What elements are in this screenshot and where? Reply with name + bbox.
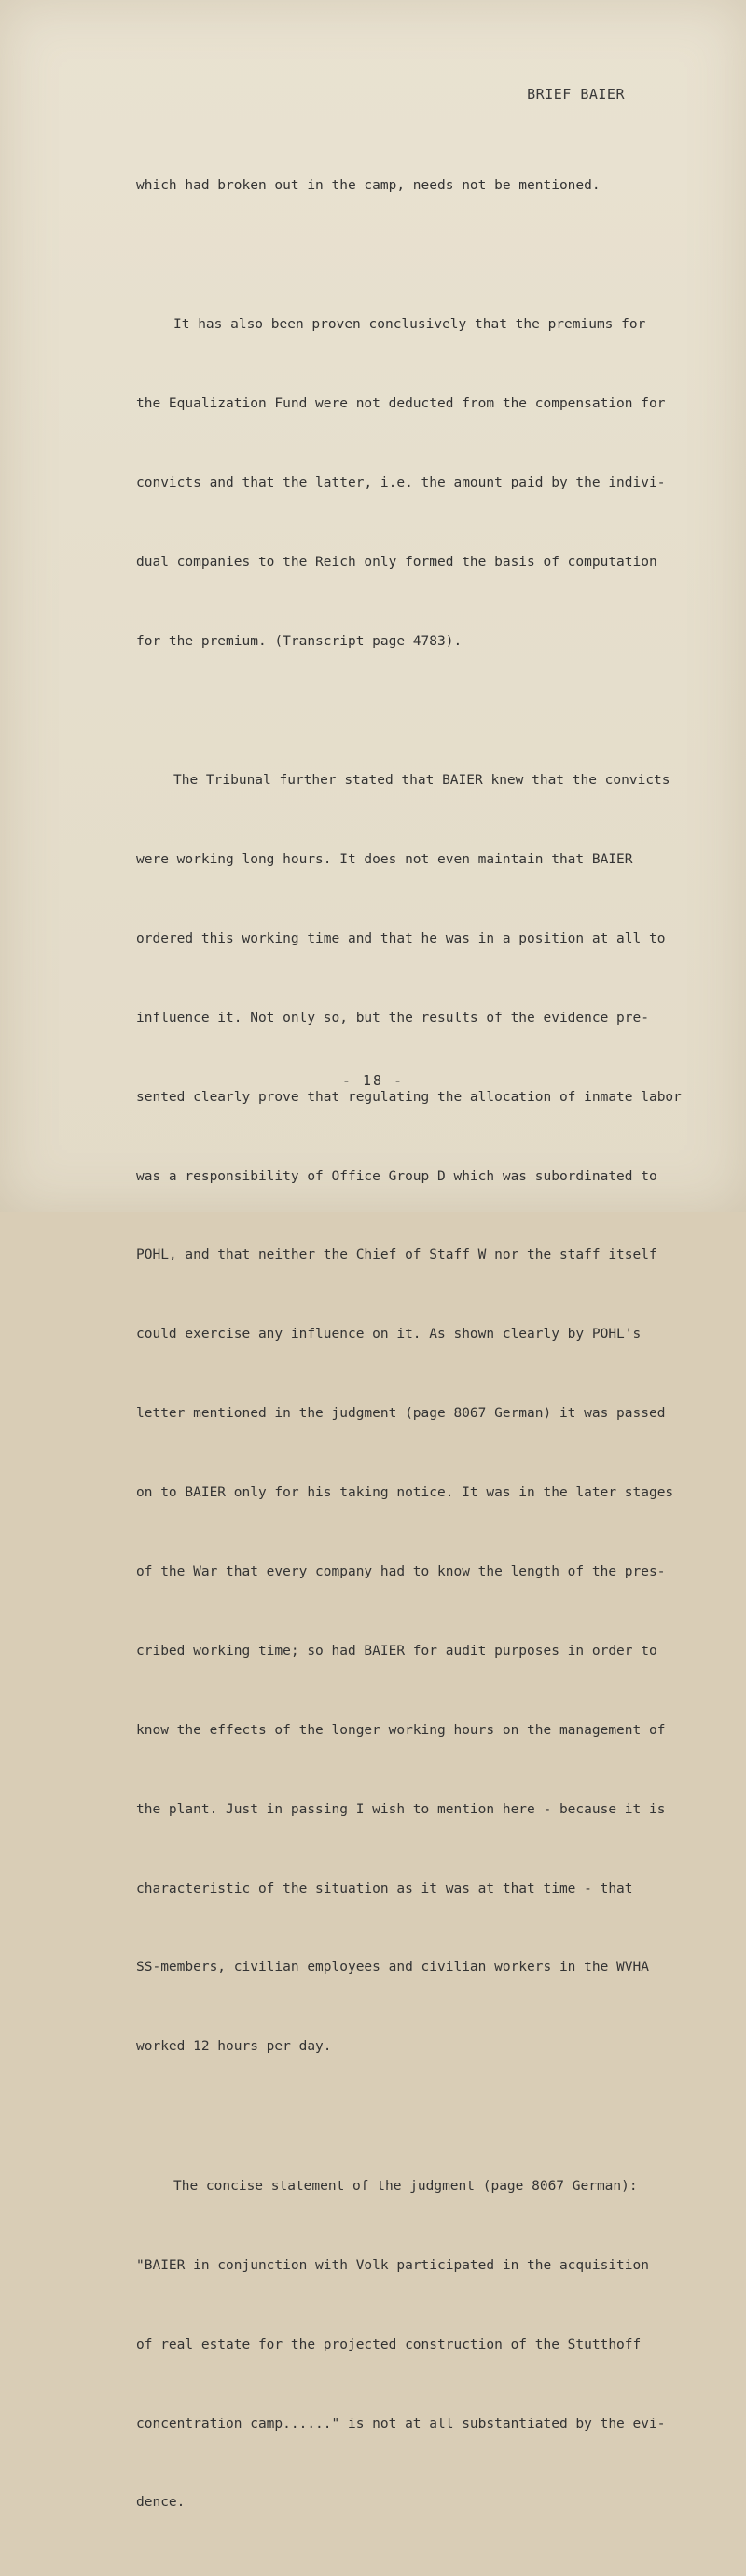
paragraph-2 — [136, 258, 666, 707]
text-line: which had broken out in the camp, needs not be mentioned. — [136, 177, 601, 193]
text-line: know the effects of the longer working hours on the management of — [136, 1722, 666, 1738]
page-number: - 18 - — [341, 1072, 405, 1089]
text-line: The concise statement of the judgment (page 8067 German): — [173, 2178, 638, 2194]
text-line: was a responsibility of Office Group D which was subordinated to — [136, 1168, 657, 1184]
text-line: dual companies to the Reich only formed the basis of computation — [136, 554, 657, 570]
text-line: The Tribunal further stated that BAIER knew that the convicts — [173, 773, 670, 789]
paragraph-4 — [136, 2120, 666, 2569]
text-line: cribed working time; so had BAIER for audit purposes in order to — [136, 1643, 657, 1659]
text-line: the plant. Just in passing I wish to mention here - because it is — [136, 1801, 666, 1817]
text-line: characteristic of the situation as it was at that time - that — [136, 1880, 633, 1896]
paragraph-1 — [136, 119, 658, 251]
text-line: for the premium. (Transcript page 4783). — [136, 633, 463, 649]
text-line: "BAIER in conjunction with Volk participated in the acquisition — [136, 2257, 649, 2273]
running-header: BRIEF BAIER — [527, 86, 625, 103]
text-line: SS-members, civilian employees and civilian workers in the WVHA — [136, 1960, 649, 1976]
text-line: influence it. Not only so, but the results of the evidence pre- — [136, 1010, 649, 1026]
text-line: concentration camp......" is not at all substantiated by the evi- — [136, 2416, 666, 2431]
text-line: convicts and that the latter, i.e. the amount paid by the indivi- — [136, 475, 666, 490]
text-line: letter mentioned in the judgment (page 8067 German) it was passed — [136, 1406, 666, 1422]
text-line: ordered this working time and that he was in a position at all to — [136, 930, 666, 946]
text-line: of real estate for the projected construction of the Stutthoff — [136, 2336, 642, 2352]
text-line: dence. — [136, 2495, 186, 2511]
text-line: sented clearly prove that regulating the allocation of inmate labor — [136, 1089, 682, 1105]
text-line: of the War that every company had to know the length of the pres- — [136, 1564, 666, 1580]
document-body — [136, 119, 682, 2576]
text-line: POHL, and that neither the Chief of Staff W nor the staff itself — [136, 1247, 657, 1263]
text-line: the Equalization Fund were not deducted from the compensation for — [136, 395, 666, 411]
paragraph-3 — [136, 715, 682, 2114]
text-line: It has also been proven conclusively that the premiums for — [173, 317, 646, 333]
text-line: worked 12 hours per day. — [136, 2039, 332, 2055]
text-line: on to BAIER only for his taking notice. It was in the later stages — [136, 1485, 674, 1501]
text-line: were working long hours. It does not even maintain that BAIER — [136, 852, 633, 868]
text-line: could exercise any influence on it. As shown clearly by POHL's — [136, 1327, 642, 1343]
